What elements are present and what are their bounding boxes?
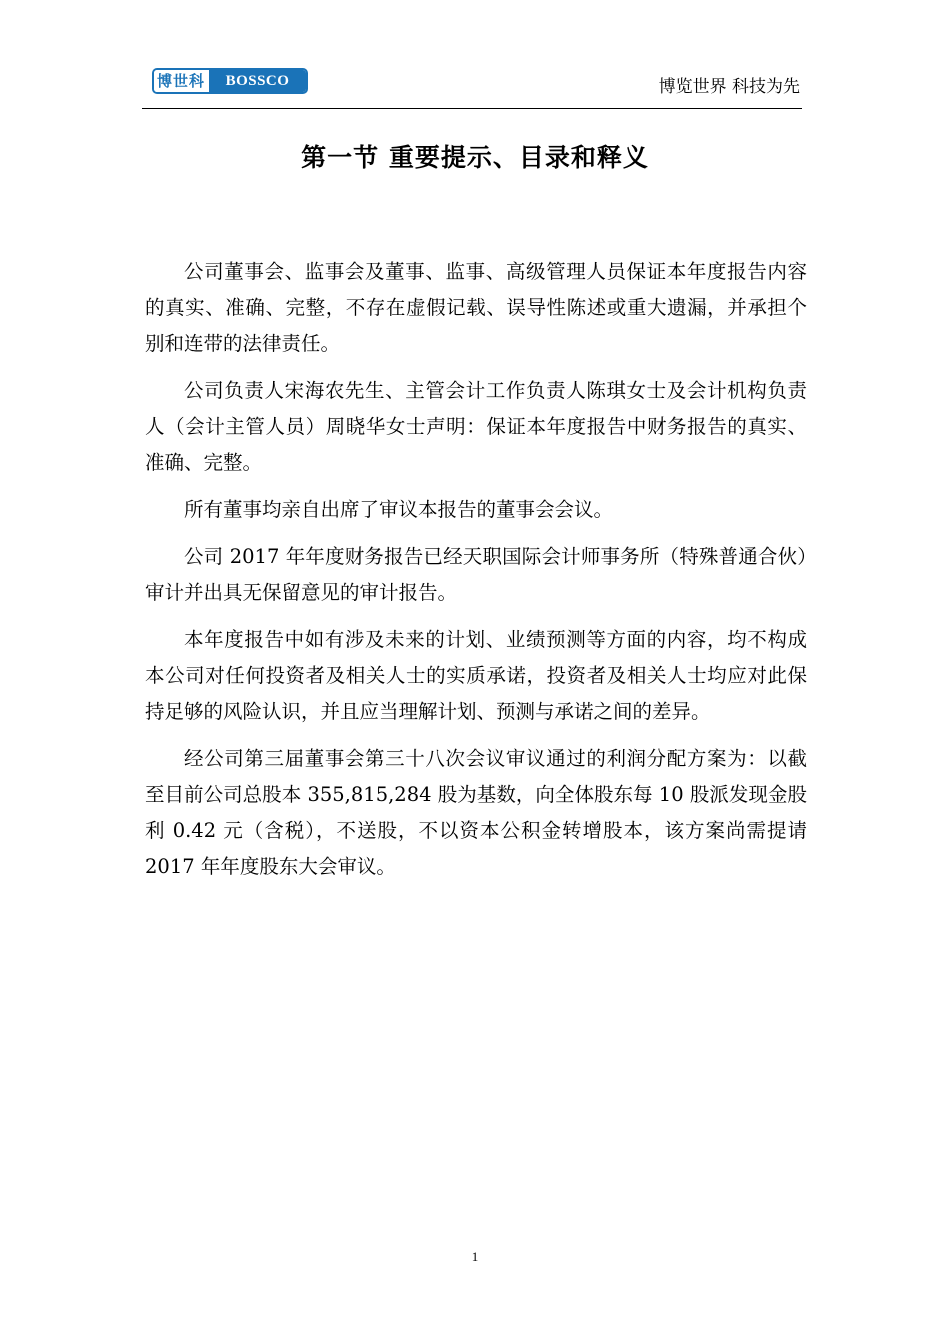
paragraph-responsibility-statement: 公司董事会、监事会及董事、监事、高级管理人员保证本年度报告内容的真实、准确、完整，不存在虚假记载、误导性陈述或重大遗漏，并承担个别和连带的法律责任。 bbox=[145, 260, 807, 355]
bossco-logo bbox=[152, 68, 308, 94]
header-slogan: 博览世界 科技为先 bbox=[658, 77, 800, 97]
paragraph-board-attendance: 所有董事均亲自出席了审议本报告的董事会会议。 bbox=[184, 498, 614, 521]
page-number: 1 bbox=[471, 1249, 479, 1264]
paragraph-financial-declaration: 公司负责人宋海农先生、主管会计工作负责人陈琪女士及会计机构负责人（会计主管人员）周晓华女士声明：保证本年度报告中财务报告的真实、准确、完整。 bbox=[145, 379, 807, 474]
paragraph-profit-distribution: 经公司第三届董事会第三十八次会议审议通过的利润分配方案为：以截至目前公司总股本 355,815,284 股为基数，向全体股东每 10 股派发现金股利 0.42 元（含税），不送股，不以资本公积金转增股本，该方案尚需提请 2017 年年度股东大会审议。 bbox=[145, 747, 807, 878]
logo-english-text: BOSSCO bbox=[209, 70, 306, 92]
logo-chinese-text: 博世科 bbox=[154, 70, 209, 92]
section-title: 第一节 重要提示、目录和释义 bbox=[301, 143, 649, 172]
page-header bbox=[142, 64, 802, 109]
paragraph-forward-looking-disclaimer: 本年度报告中如有涉及未来的计划、业绩预测等方面的内容，均不构成本公司对任何投资者及相关人士的实质承诺，投资者及相关人士均应对此保持足够的风险认识，并且应当理解计划、预测与承诺之间的差异。 bbox=[145, 628, 807, 723]
paragraph-audit-opinion: 公司 2017 年年度财务报告已经天职国际会计师事务所（特殊普通合伙）审计并出具无保留意见的审计报告。 bbox=[145, 545, 807, 604]
report-body bbox=[145, 254, 807, 896]
